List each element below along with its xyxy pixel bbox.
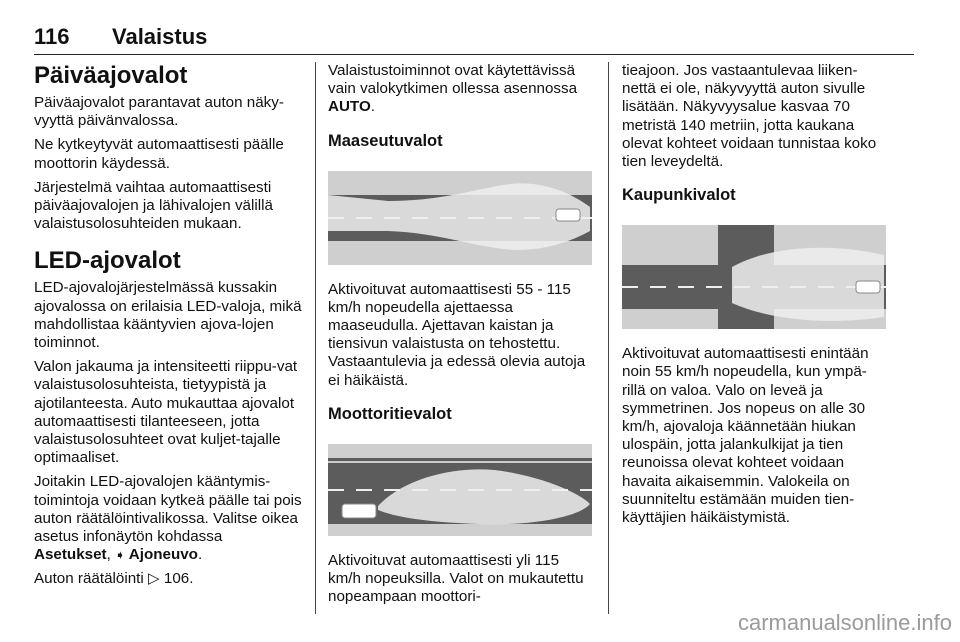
menu-path-settings: Asetukset bbox=[34, 546, 107, 564]
page-reference-icon: ▷ bbox=[147, 570, 160, 588]
paragraph: Aktivoituvat automaattisesti 55 - 115 km/h nopeudella ajettaessa maaseudulla. Ajettavan kaistan ja tiensivun valaistusta on tehostettu. Vastaantulevia ja edessä olevia autoja ei häikäistä. bbox=[328, 280, 586, 389]
page-reference[interactable]: 106. bbox=[159, 570, 194, 588]
paragraph: Ne kytkeytyvät automaattisesti päälle moottorin käydessä. bbox=[34, 136, 284, 172]
paragraph: Valon jakauma ja intensiteetti riippu-vat valaistusolosuhteista, tietyypistä ja ajotilanteesta. Auto mukauttaa ajovalot automaattisesti tilanteeseen, jotta valaistusolosuhteet ovat kuljet-tajalle optimaaliset. bbox=[34, 358, 298, 467]
watermark: carmanualsonline.info bbox=[737, 610, 952, 635]
paragraph: Valaistustoiminnot ovat käytettävissä vain valokytkimen ollessa asennossa AUTO. bbox=[328, 62, 578, 116]
paragraph: Järjestelmä vaihtaa automaattisesti päiväajovalojen ja lähivalojen välillä valaistusolosuhteiden mukaan. bbox=[34, 178, 273, 233]
heading-motorway-lights: Moottoritievalot bbox=[328, 404, 452, 423]
country-light-illustration bbox=[328, 171, 592, 265]
paragraph: Joitakin LED-ajovalojen kääntymis-toimintoja voidaan kytkeä päälle tai pois auton räätälöintivalikossa. Valitse oikea asetus infonäytön kohdassa Asetukset, ➧ Ajoneuvo. bbox=[34, 473, 302, 564]
paragraph: Päiväajovalot parantavat auton näky-vyyttä päivänvalossa. bbox=[34, 94, 284, 130]
column-divider bbox=[315, 62, 316, 614]
menu-path-vehicle: Ajoneuvo bbox=[125, 546, 198, 564]
column-2 bbox=[328, 62, 594, 612]
motorway-light-illustration bbox=[328, 444, 592, 536]
heading-led-headlights: LED-ajovalot bbox=[34, 247, 181, 275]
heading-country-lights: Maaseutuvalot bbox=[328, 131, 443, 150]
column-1 bbox=[34, 62, 302, 595]
heading-city-lights: Kaupunkivalot bbox=[622, 186, 736, 205]
paragraph: Aktivoituvat automaattisesti enintään noin 55 km/h nopeudella, kun ympä-rillä on valoa. Valo on leveä ja symmetrinen. Jos nopeus on alle 30 km/h, ajovaloja käännetään hiukan ulospäin, jotta jalankulkijat ja tien reunoissa olevat kohteet voidaan havaita aikaisemmin. Valokeila on suunniteltu estämään muiden tien-käyttäjien häikäistymistä. bbox=[622, 345, 869, 527]
paragraph: tieajoon. Jos vastaantulevaa liiken-nettä ei ole, näkyvyyttä auton sivulle lisätään. Näkyvyysalue kasvaa 70 metristä 140 metriin, jotta kaukana olevat kohteet voidaan tunnistaa koko tien leveydeltä. bbox=[622, 62, 877, 171]
paragraph: Aktivoituvat automaattisesti yli 115 km/h nopeuksilla. Valot on mukautettu nopeampaan moottori- bbox=[328, 551, 584, 606]
column-divider bbox=[608, 62, 609, 614]
heading-daytime-lights: Päiväajovalot bbox=[34, 62, 188, 89]
paragraph: LED-ajovalojärjestelmässä kussakin ajovalossa on erilaisia LED-valoja, mikä mahdollistaa kääntyvien ajova-lojen toiminnot. bbox=[34, 279, 302, 352]
page-header bbox=[34, 24, 914, 55]
paragraph: Auton räätälöinti ▷ 106. bbox=[34, 570, 194, 588]
city-light-illustration bbox=[622, 225, 886, 329]
column-3 bbox=[622, 62, 888, 533]
page-number: 116 bbox=[34, 24, 70, 49]
page-title: Valaistus bbox=[112, 24, 208, 49]
arrow-right-icon: ➧ bbox=[115, 548, 126, 563]
switch-position-auto: AUTO bbox=[328, 98, 371, 116]
